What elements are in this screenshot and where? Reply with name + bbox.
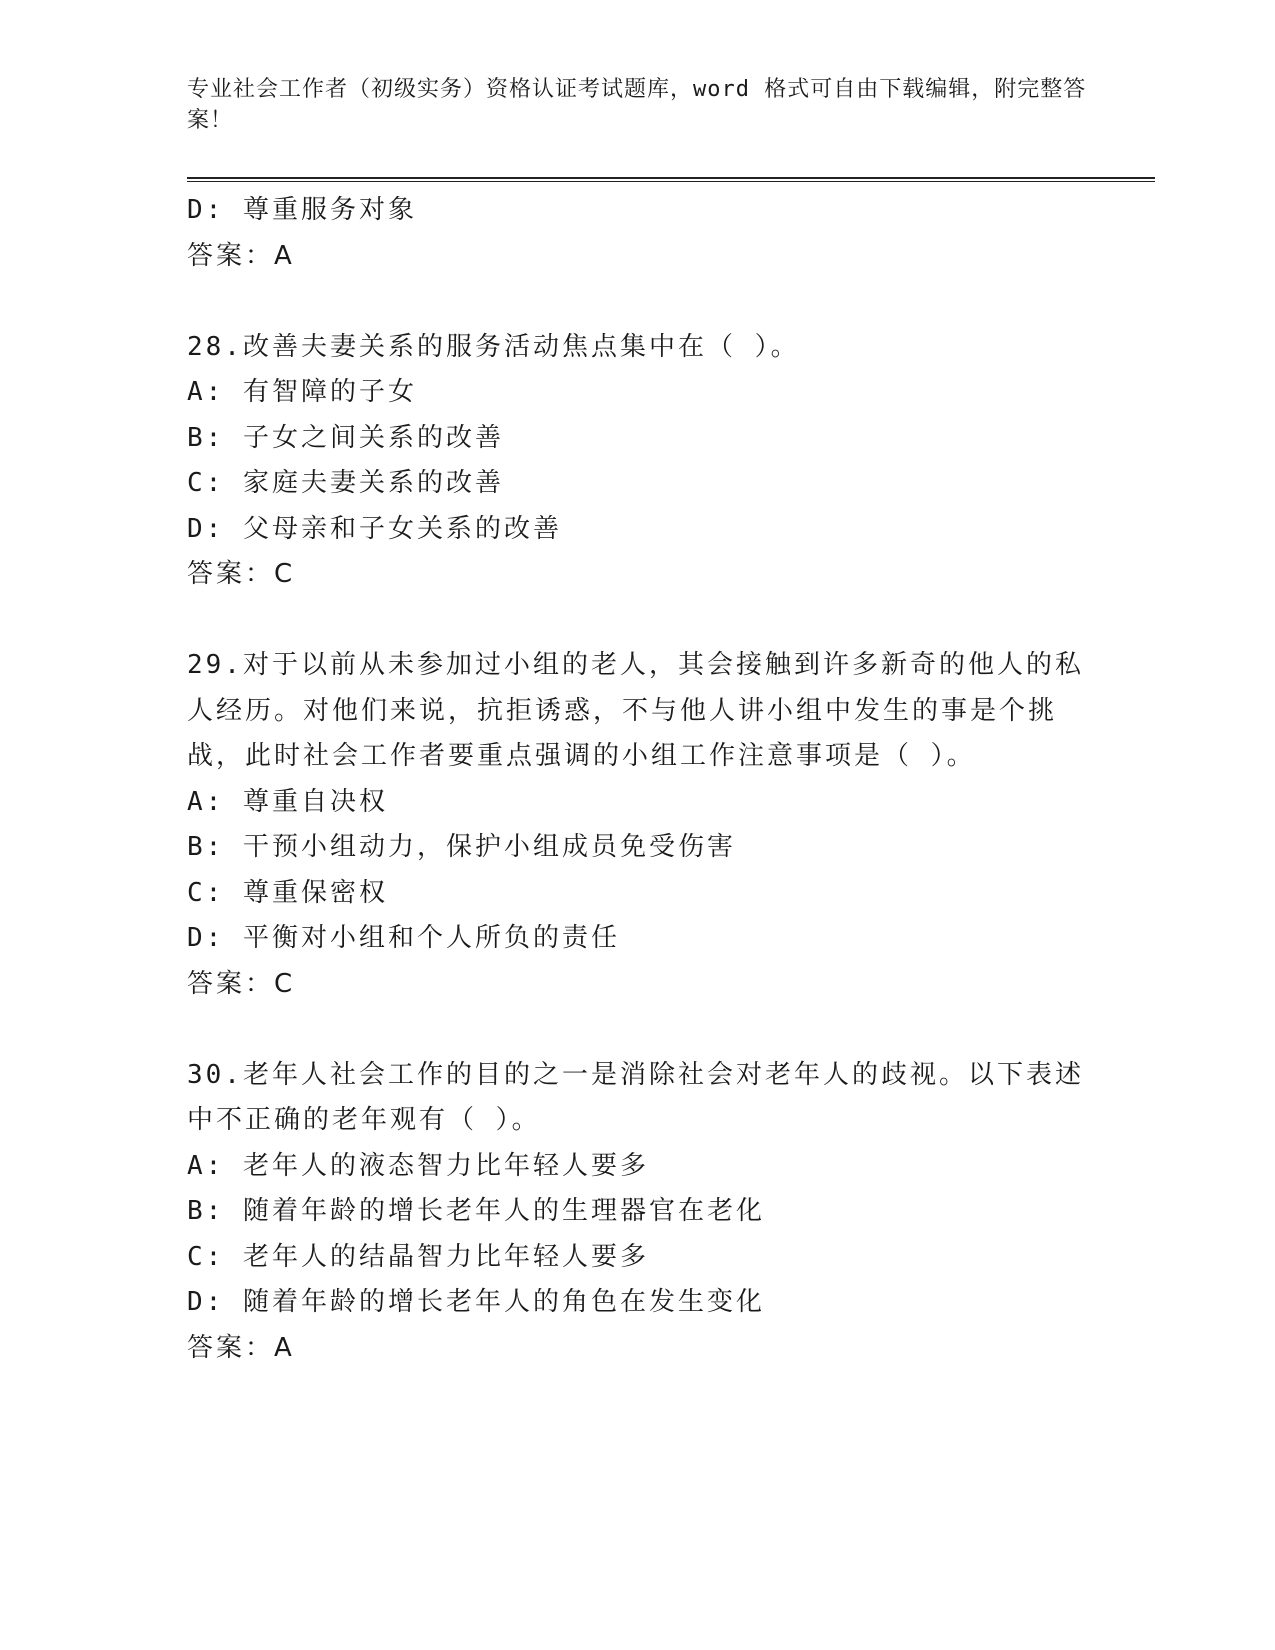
option-a: A: 尊重自决权: [187, 786, 388, 817]
question-stem: 29.对于以前从未参加过小组的老人，其会接触到许多新奇的他人的私人经历。对他们来说，抗拒诱惑，不与他人讲小组中发生的事是个挑战，此时社会工作者要重点强调的小组工作注意事项是（ ）。: [187, 650, 1084, 771]
option-b: B: 子女之间关系的改善: [187, 422, 504, 453]
header-divider: [187, 177, 1155, 182]
spacer: [187, 279, 1087, 325]
question-29: [187, 643, 1087, 1007]
option-b: B: 干预小组动力，保护小组成员免受伤害: [187, 832, 736, 862]
answer: 答案：A: [187, 1332, 295, 1363]
answer: 答案：C: [187, 559, 296, 589]
answer: 答案：C: [187, 968, 296, 999]
option-a: A: 老年人的液态智力比年轻人要多: [187, 1150, 649, 1181]
prev-option-d: D: 尊重服务对象: [187, 195, 417, 225]
question-30: [187, 1053, 1087, 1372]
question-stem: 30.老年人社会工作的目的之一是消除社会对老年人的歧视。以下表述中不正确的老年观有（ ）。: [187, 1059, 1084, 1135]
option-d: D: 平衡对小组和个人所负的责任: [187, 923, 620, 953]
question-28: [187, 325, 1087, 598]
spacer: [187, 598, 1087, 644]
option-c: C: 尊重保密权: [187, 877, 388, 908]
option-d: D: 父母亲和子女关系的改善: [187, 513, 562, 544]
option-b: B: 随着年龄的增长老年人的生理器官在老化: [187, 1196, 765, 1226]
option-c: C: 家庭夫妻关系的改善: [187, 468, 504, 498]
prev-answer: 答案：A: [187, 240, 295, 271]
page-header: 专业社会工作者（初级实务）资格认证考试题库，word 格式可自由下载编辑，附完整答案！: [187, 77, 1087, 133]
option-c: C: 老年人的结晶智力比年轻人要多: [187, 1241, 649, 1272]
spacer: [187, 1007, 1087, 1053]
question-list: [187, 188, 1087, 1371]
question-stem: 28.改善夫妻关系的服务活动焦点集中在（ ）。: [187, 331, 800, 362]
option-a: A: 有智障的子女: [187, 377, 417, 407]
option-d: D: 随着年龄的增长老年人的角色在发生变化: [187, 1287, 765, 1317]
